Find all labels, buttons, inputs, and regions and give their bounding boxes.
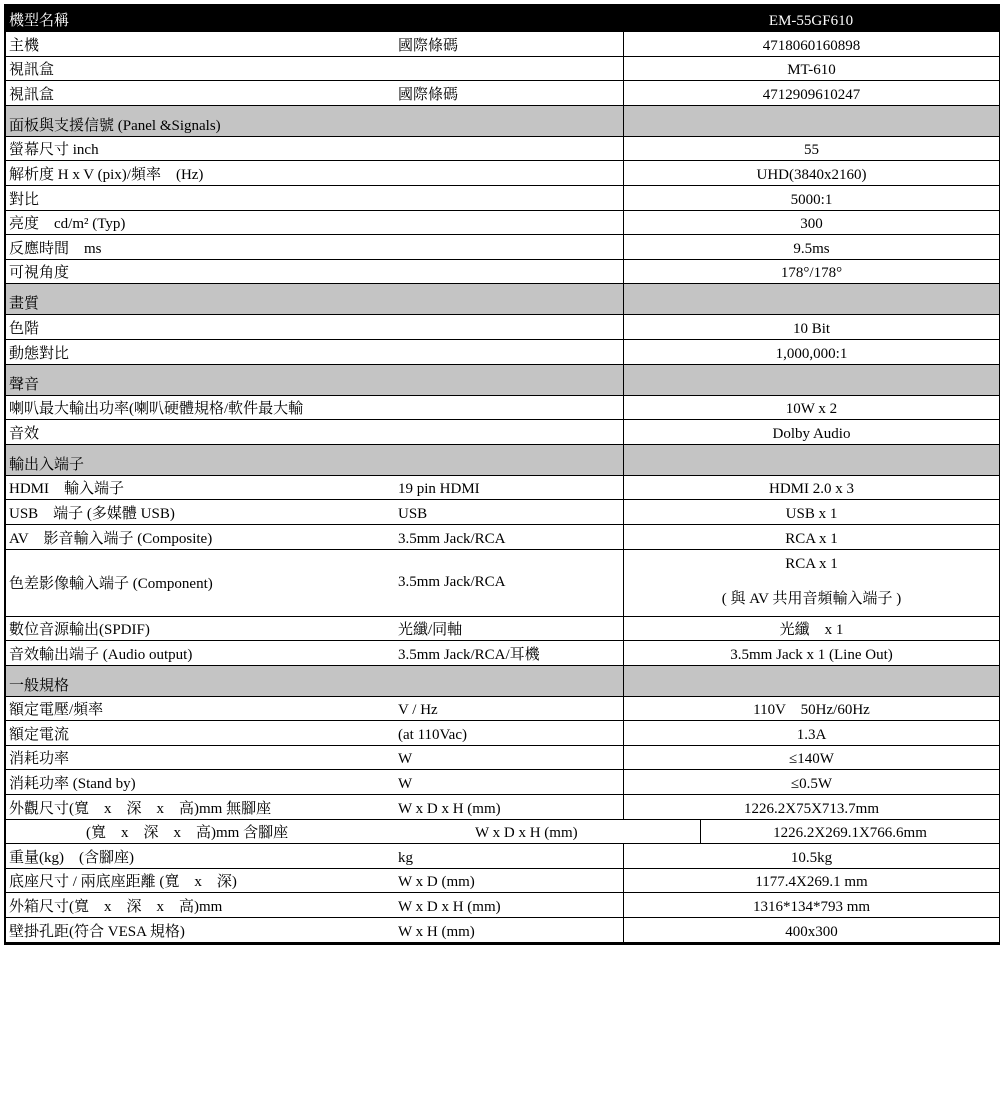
spec-value: MT-610	[623, 57, 999, 81]
table-row	[6, 697, 999, 722]
section-title: 聲音	[9, 376, 40, 393]
spec-value: UHD(3840x2160)	[623, 161, 999, 185]
spec-unit: 3.5mm Jack/RCA	[398, 573, 506, 590]
spec-unit: kg	[398, 849, 413, 866]
table-row	[6, 525, 999, 550]
table-row	[6, 721, 999, 746]
header-label: 機型名稱	[9, 13, 70, 29]
table-row	[6, 161, 999, 186]
spec-unit	[394, 340, 623, 364]
spec-unit: (at 110Vac)	[398, 726, 467, 743]
spec-label: 解析度 H x V (pix)/頻率 (Hz)	[9, 166, 204, 183]
spec-unit: 光纖/同軸	[398, 622, 463, 639]
spec-value: 1226.2X269.1X766.6mm	[700, 820, 999, 844]
table-row	[6, 81, 999, 106]
table-row	[6, 820, 999, 845]
section-title: 輸出入端子	[9, 456, 85, 473]
spec-unit: W	[398, 751, 413, 768]
section-title: 面板與支援信號 (Panel &Signals)	[9, 117, 221, 134]
section-spacer	[623, 365, 999, 395]
spec-label: 壁掛孔距(符合 VESA 規格)	[9, 923, 185, 940]
table-row	[6, 641, 999, 666]
spec-unit: 3.5mm Jack/RCA	[398, 530, 506, 547]
table-row	[6, 550, 999, 617]
spec-value: 178°/178°	[623, 260, 999, 284]
section-spacer	[394, 445, 623, 475]
spec-label: 音效	[9, 425, 40, 442]
section-spacer	[623, 284, 999, 314]
section-spacer	[394, 106, 623, 136]
section-spacer	[623, 666, 999, 696]
table-row	[6, 918, 999, 943]
table-header	[6, 4, 999, 32]
table-row	[6, 893, 999, 918]
spec-value: ≤0.5W	[623, 770, 999, 794]
spec-value: 1316*134*793 mm	[623, 893, 999, 917]
section-header	[6, 445, 999, 476]
spec-value: 3.5mm Jack x 1 (Line Out)	[623, 641, 999, 665]
spec-label: 視訊盒	[9, 62, 55, 79]
spec-label: 音效輸出端子 (Audio output)	[9, 646, 193, 663]
spec-unit	[394, 420, 623, 444]
section-spacer	[394, 365, 623, 395]
table-row	[6, 32, 999, 57]
spec-label: 喇叭最大輸出功率(喇叭硬體規格/軟件最大輸	[9, 401, 304, 418]
spec-label: 動態對比	[9, 345, 70, 362]
spec-label: 亮度 cd/m² (Typ)	[9, 216, 126, 233]
spec-unit: V / Hz	[398, 702, 438, 719]
spec-unit	[394, 396, 623, 420]
section-spacer	[394, 666, 623, 696]
section-header	[6, 284, 999, 315]
section-spacer	[623, 445, 999, 475]
spec-unit: 19 pin HDMI	[398, 481, 480, 498]
spec-value: 9.5ms	[623, 235, 999, 259]
table-row	[6, 844, 999, 869]
table-row	[6, 869, 999, 894]
table-row	[6, 500, 999, 525]
spec-value: 10 Bit	[623, 315, 999, 339]
spec-value: 1,000,000:1	[623, 340, 999, 364]
spec-label: (寬 x 深 x 高)mm 含腳座	[86, 825, 289, 842]
spec-value: 1.3A	[623, 721, 999, 745]
table-row	[6, 617, 999, 642]
spec-unit	[394, 161, 623, 185]
spec-label: 數位音源輸出(SPDIF)	[9, 622, 150, 639]
table-row	[6, 476, 999, 501]
spec-unit	[394, 137, 623, 161]
spec-rows	[6, 32, 999, 943]
spec-unit: 國際條碼	[398, 37, 459, 54]
spec-value: 300	[623, 211, 999, 235]
spec-label: 色差影像輸入端子 (Component)	[9, 575, 213, 592]
table-row	[6, 746, 999, 771]
spec-unit: W x D x H (mm)	[398, 800, 501, 817]
spec-value: 5000:1	[623, 186, 999, 210]
spec-label: AV 影音輸入端子 (Composite)	[9, 530, 213, 547]
section-header	[6, 666, 999, 697]
spec-label: 主機	[9, 37, 40, 54]
spec-label: HDMI 輸入端子	[9, 481, 124, 498]
table-row	[6, 420, 999, 445]
table-row	[6, 396, 999, 421]
spec-value: 4712909610247	[623, 81, 999, 105]
table-row	[6, 57, 999, 82]
table-row	[6, 137, 999, 162]
spec-value: Dolby Audio	[623, 420, 999, 444]
spec-unit: W x D x H (mm)	[398, 899, 501, 916]
spec-value: 10W x 2	[623, 396, 999, 420]
spec-value: 光纖 x 1	[623, 617, 999, 641]
spec-unit	[394, 260, 623, 284]
spec-unit: 3.5mm Jack/RCA/耳機	[398, 646, 540, 663]
section-title: 畫質	[9, 296, 40, 313]
spec-label: 對比	[9, 191, 40, 208]
section-spacer	[623, 106, 999, 136]
model-name: EM-55GF610	[768, 13, 854, 29]
spec-value: 10.5kg	[623, 844, 999, 868]
section-spacer	[394, 284, 623, 314]
header-spacer	[394, 4, 623, 31]
table-row	[6, 186, 999, 211]
section-header	[6, 106, 999, 137]
spec-value: 1177.4X269.1 mm	[623, 869, 999, 893]
spec-label: 消耗功率	[9, 751, 70, 768]
spec-value-group	[623, 550, 999, 616]
spec-label: USB 端子 (多媒體 USB)	[9, 505, 175, 522]
spec-value: RCA x 1	[785, 556, 838, 573]
spec-unit	[394, 211, 623, 235]
spec-label: 螢幕尺寸 inch	[9, 142, 99, 159]
spec-value: 400x300	[623, 918, 999, 942]
spec-unit	[394, 57, 623, 81]
spec-value: 55	[623, 137, 999, 161]
spec-unit: W x D x H (mm)	[475, 825, 578, 842]
spec-unit: W	[398, 776, 413, 793]
table-row	[6, 211, 999, 236]
spec-unit: W x D (mm)	[398, 874, 475, 891]
spec-unit	[394, 235, 623, 259]
spec-label: 外觀尺寸(寬 x 深 x 高)mm 無腳座	[9, 800, 272, 817]
table-row	[6, 770, 999, 795]
table-row	[6, 795, 999, 820]
table-row	[6, 260, 999, 285]
spec-unit: USB	[398, 505, 428, 522]
spec-value: USB x 1	[623, 500, 999, 524]
spec-value: HDMI 2.0 x 3	[623, 476, 999, 500]
spec-unit	[394, 315, 623, 339]
spec-label: 重量(kg) (含腳座)	[9, 849, 134, 866]
spec-value: 1226.2X75X713.7mm	[623, 795, 999, 819]
spec-value-note: ( 與 AV 共用音頻輸入端子 )	[721, 590, 902, 607]
spec-label: 額定電流	[9, 726, 70, 743]
section-title: 一般規格	[9, 677, 70, 694]
spec-unit: W x H (mm)	[398, 923, 475, 940]
spec-label: 可視角度	[9, 265, 70, 282]
spec-value: RCA x 1	[623, 525, 999, 549]
section-header	[6, 365, 999, 396]
table-row	[6, 235, 999, 260]
spec-label: 視訊盒	[9, 86, 55, 103]
spec-value: 110V 50Hz/60Hz	[623, 697, 999, 721]
spec-label: 消耗功率 (Stand by)	[9, 776, 136, 793]
spec-label: 額定電壓/頻率	[9, 702, 104, 719]
table-row	[6, 315, 999, 340]
spec-label: 外箱尺寸(寬 x 深 x 高)mm	[9, 899, 223, 916]
spec-label: 底座尺寸 / 兩底座距離 (寬 x 深)	[9, 874, 237, 891]
spec-unit: 國際條碼	[398, 86, 459, 103]
spec-unit	[394, 186, 623, 210]
spec-value: ≤140W	[623, 746, 999, 770]
spec-label: 色階	[9, 320, 40, 337]
spec-table	[4, 4, 1000, 945]
spec-value: 4718060160898	[623, 32, 999, 56]
table-row	[6, 340, 999, 365]
spec-label: 反應時間 ms	[9, 240, 102, 257]
